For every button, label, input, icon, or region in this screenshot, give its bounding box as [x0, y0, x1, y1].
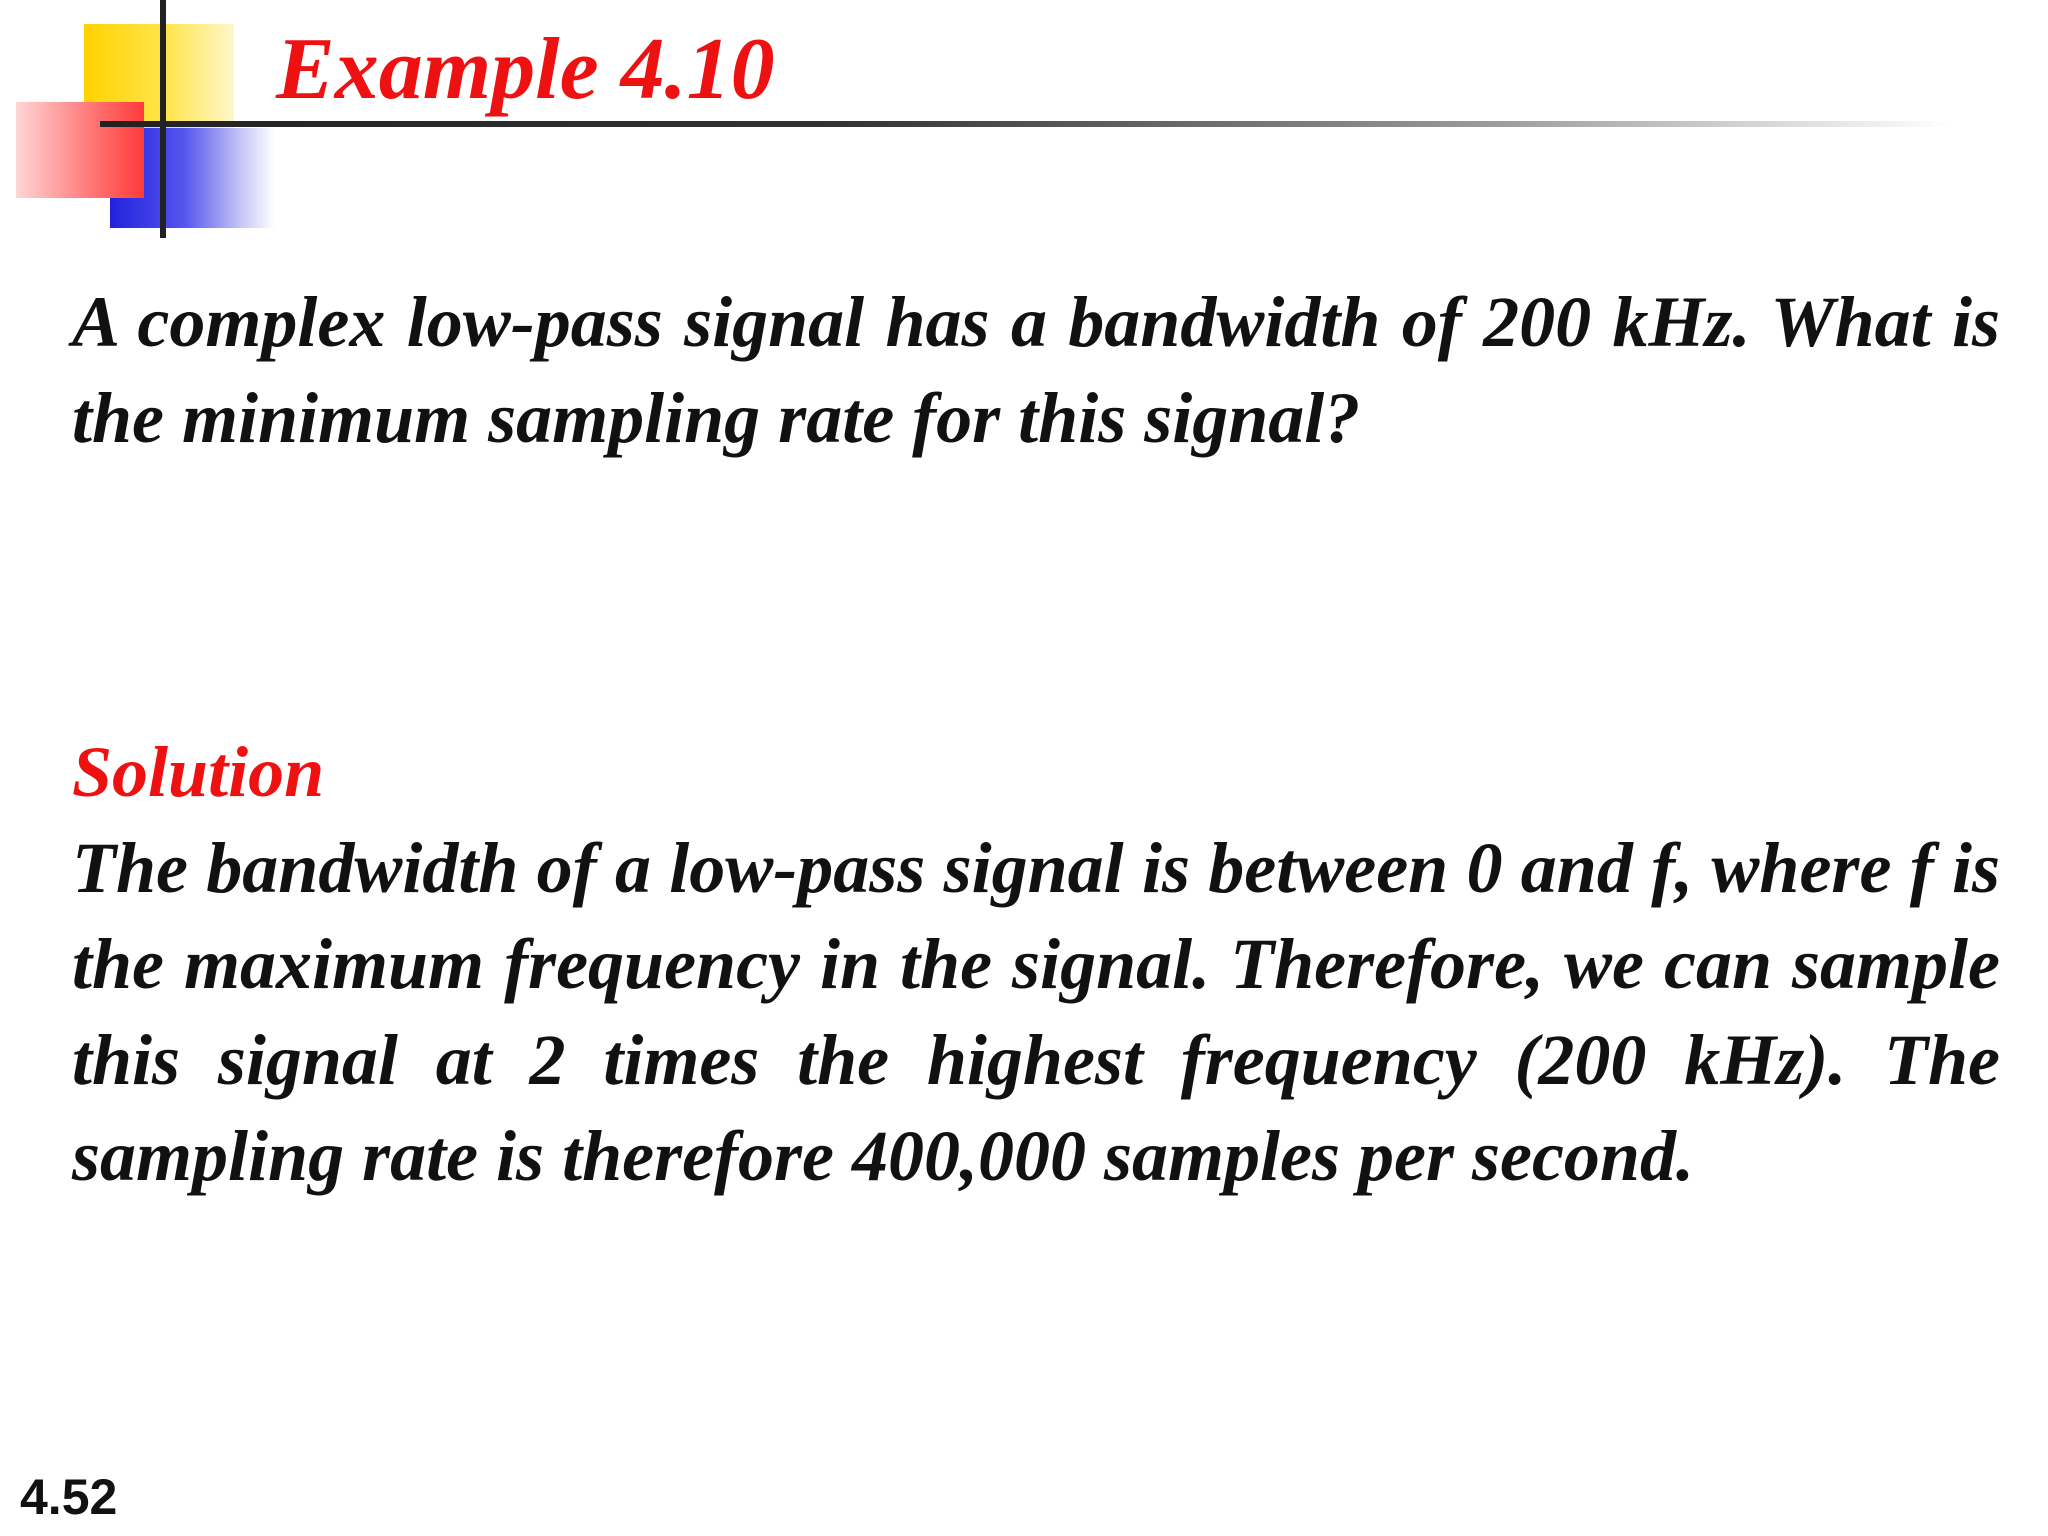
- logo-red-square: [16, 102, 144, 198]
- slide-title: Example 4.10: [276, 21, 775, 118]
- decorative-squares-logo: [0, 0, 280, 240]
- title-underline-divider: [100, 121, 1950, 127]
- logo-vertical-line: [160, 0, 166, 238]
- page-number: 4.52: [20, 1469, 118, 1525]
- question-text: A complex low-pass signal has a bandwidth of 200 kHz. What is the minimum sampling rate for this signal?: [72, 282, 2000, 458]
- solution-text: The bandwidth of a low-pass signal is between 0 and f, where f is the maximum frequency in the signal. Therefore, we can sample this signal at 2 times the highest frequency (200 kHz). The sampling rate is therefore 400,000 samples per second.: [72, 828, 2000, 1196]
- solution-heading: Solution: [72, 732, 325, 812]
